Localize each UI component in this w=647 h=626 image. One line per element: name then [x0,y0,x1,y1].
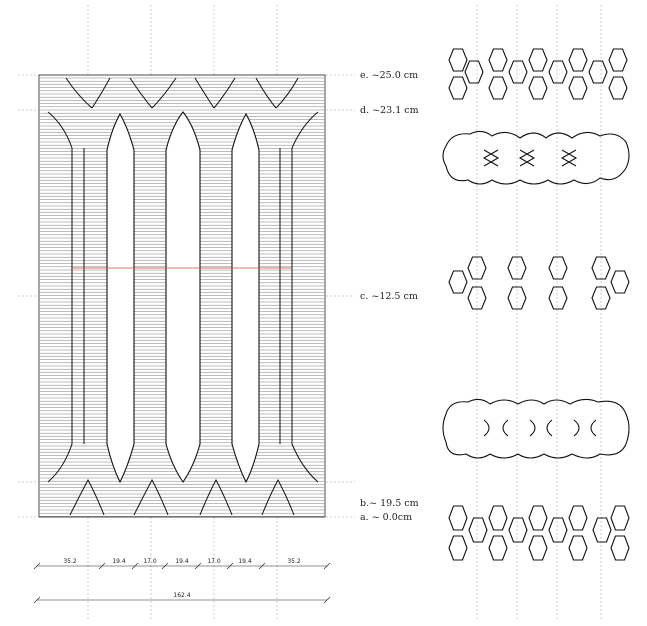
dim-seg-3: 17.0 [143,558,157,565]
dim-seg-7: 35.2 [287,558,301,565]
dim-seg-1: 35.2 [63,558,77,565]
dim-seg-4: 19.4 [175,558,189,565]
dim-total: 162.4 [173,592,191,599]
level-b-label: b.~ 19.5 cm [360,498,419,509]
dim-seg-5: 17.0 [207,558,221,565]
opening-1 [107,114,134,482]
level-e-label: e. ~25.0 cm [360,70,419,81]
openings [107,112,259,482]
dimension-labels [63,558,301,599]
level-c-label: c. ~12.5 cm [360,291,418,302]
level-d-label: d. ~23.1 cm [360,105,419,116]
opening-2 [166,112,200,482]
profile-e [449,49,627,99]
profile-c [449,257,629,309]
dim-seg-6: 19.4 [238,558,252,565]
profile-a [449,506,629,560]
opening-3 [232,114,259,482]
level-a-label: a. ~ 0.0cm [360,512,413,523]
dim-seg-2: 19.4 [112,558,126,565]
level-labels [360,70,419,523]
